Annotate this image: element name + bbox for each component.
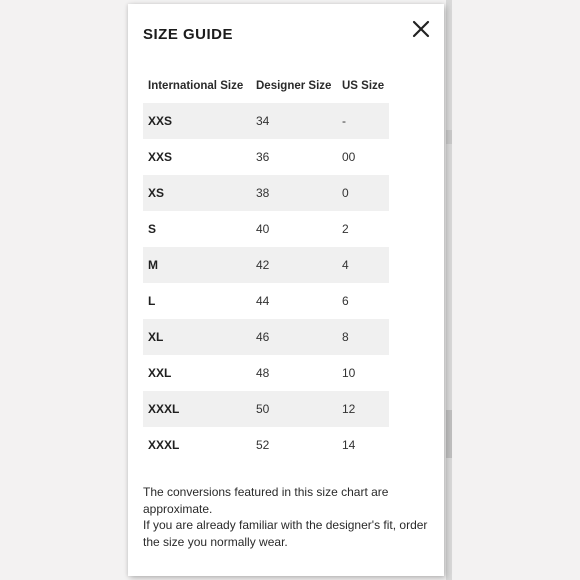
designer-size-cell: 42	[251, 247, 337, 283]
us-size-cell: 2	[342, 222, 349, 236]
us-size-cell: 8	[337, 319, 389, 355]
designer-size-cell: 48	[256, 366, 270, 380]
us-size-cell: 6	[342, 294, 349, 308]
us-size-cell: 14	[342, 438, 356, 452]
designer-size-cell: 50	[251, 391, 337, 427]
international-size-cell: XXS	[143, 103, 251, 139]
designer-size-cell: 52	[256, 438, 270, 452]
size-guide-modal	[128, 4, 444, 576]
close-icon[interactable]	[410, 18, 432, 40]
international-size-cell: XL	[143, 319, 251, 355]
table-row	[143, 427, 389, 463]
us-size-cell: 10	[342, 366, 356, 380]
table-row	[143, 319, 389, 355]
us-size-cell: 12	[337, 391, 389, 427]
international-size-cell: XXXL	[143, 391, 251, 427]
us-size-cell: 0	[337, 175, 389, 211]
modal-title: SIZE GUIDE	[143, 26, 234, 43]
column-header-international-size: International Size	[148, 80, 244, 92]
note-line-approximate: The conversions featured in this size chart are approximate.	[143, 485, 389, 516]
us-size-cell: 00	[342, 150, 356, 164]
table-row	[143, 355, 389, 391]
backdrop-detail	[446, 410, 452, 458]
us-size-cell: 4	[337, 247, 389, 283]
size-chart-note	[143, 484, 433, 550]
column-header-designer-size: Designer Size	[256, 80, 332, 92]
column-header-us-size: US Size	[342, 80, 385, 92]
table-header-row	[143, 69, 389, 103]
designer-size-cell: 36	[256, 150, 270, 164]
note-line-fit: If you are already familiar with the designer's fit, order the size you normally wear.	[143, 518, 428, 549]
table-row	[143, 175, 389, 211]
table-row	[143, 103, 389, 139]
backdrop-detail	[446, 130, 452, 144]
table-row	[143, 247, 389, 283]
international-size-cell: XS	[143, 175, 251, 211]
designer-size-cell: 44	[256, 294, 270, 308]
designer-size-cell: 34	[251, 103, 337, 139]
international-size-cell: XXL	[148, 366, 172, 380]
international-size-cell: XXXL	[148, 438, 180, 452]
designer-size-cell: 38	[251, 175, 337, 211]
international-size-cell: S	[148, 222, 157, 236]
international-size-cell: L	[148, 294, 156, 308]
size-table	[143, 69, 389, 463]
table-row	[143, 391, 389, 427]
table-row	[143, 139, 389, 175]
table-row	[143, 211, 389, 247]
us-size-cell: -	[337, 103, 389, 139]
designer-size-cell: 40	[256, 222, 270, 236]
backdrop	[446, 0, 452, 580]
table-row	[143, 283, 389, 319]
international-size-cell: M	[143, 247, 251, 283]
designer-size-cell: 46	[251, 319, 337, 355]
international-size-cell: XXS	[148, 150, 173, 164]
